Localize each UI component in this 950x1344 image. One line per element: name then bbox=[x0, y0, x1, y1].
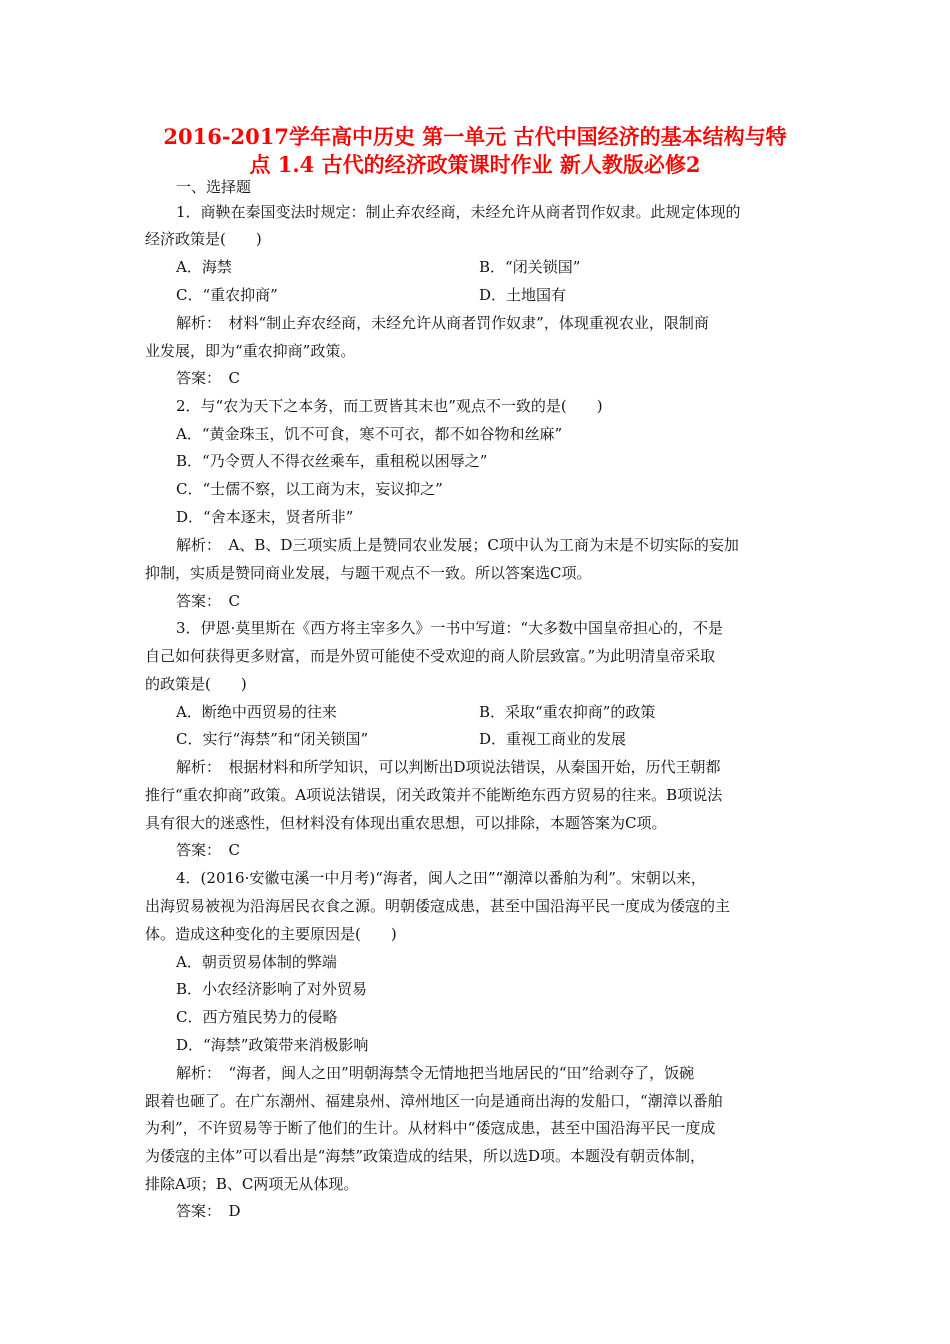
question-1-stem-line-1: 1．商鞅在秦国变法时规定：制止弃农经商，未经允许从商者罚作奴隶。此规定体现的 bbox=[176, 203, 741, 221]
question-4-analysis-line-3: 为利”，不许贸易等于断了他们的生计。从材料中“倭寇成患，甚至中国沿海平民一度成 bbox=[145, 1119, 716, 1137]
question-3-analysis-line-1: 解析： 根据材料和所学知识，可以判断出D项说法错误，从秦国开始，历代王朝都 bbox=[176, 758, 721, 776]
document-title bbox=[140, 123, 810, 179]
question-4-option-d: D．“海禁”政策带来消极影响 bbox=[176, 1036, 369, 1054]
question-4-option-c: C．西方殖民势力的侵略 bbox=[176, 1008, 338, 1026]
question-2-option-b: B．“乃令贾人不得衣丝乘车，重租税以困辱之” bbox=[176, 452, 488, 470]
question-2-option-d: D．“舍本逐末，贤者所非” bbox=[176, 508, 354, 526]
title-line-1: 2016-2017学年高中历史 第一单元 古代中国经济的基本结构与特 bbox=[163, 124, 787, 149]
question-3-stem-line-3: 的政策是( ) bbox=[145, 675, 247, 693]
question-1-option-d: D．土地国有 bbox=[479, 286, 567, 304]
question-2-option-a: A．“黄金珠玉，饥不可食，寒不可衣，都不如谷物和丝麻” bbox=[176, 425, 563, 443]
question-4-option-a: A．朝贡贸易体制的弊端 bbox=[176, 953, 337, 971]
question-1-option-b: B．“闭关锁国” bbox=[479, 258, 581, 276]
question-4-analysis-line-5: 排除A项；B、C两项无从体现。 bbox=[145, 1175, 359, 1193]
question-4-analysis-line-1: 解析： “海者，闽人之田”明朝海禁令无情地把当地居民的“田”给剥夺了，饭碗 bbox=[176, 1064, 695, 1082]
question-4-analysis-line-4: 为倭寇的主体”可以看出是“海禁”政策造成的结果，所以选D项。本题没有朝贡体制， bbox=[145, 1147, 706, 1165]
question-3-option-b: B．采取“重农抑商”的政策 bbox=[479, 703, 656, 721]
question-1-stem-line-2: 经济政策是( ) bbox=[145, 230, 262, 248]
title-line-2: 点 1.4 古代的经济政策课时作业 新人教版必修2 bbox=[249, 152, 701, 177]
question-4-analysis-line-2: 跟着也砸了。在广东潮州、福建泉州、漳州地区一向是通商出海的发船口，“潮漳以番舶 bbox=[145, 1092, 723, 1110]
question-4-answer: 答案： D bbox=[176, 1202, 241, 1220]
question-4-stem-line-2: 出海贸易被视为沿海居民衣食之源。明朝倭寇成患，甚至中国沿海平民一度成为倭寇的主 bbox=[145, 897, 731, 915]
question-3-answer: 答案： C bbox=[176, 841, 240, 859]
question-2-option-c: C．“士儒不察，以工商为末，妄议抑之” bbox=[176, 480, 443, 498]
question-2-answer: 答案： C bbox=[176, 592, 240, 610]
question-1-analysis-line-1: 解析： 材料“制止弃农经商，未经允许从商者罚作奴隶”，体现重视农业，限制商 bbox=[176, 314, 709, 332]
question-3-analysis-line-3: 具有很大的迷惑性，但材料没有体现出重农思想，可以排除，本题答案为C项。 bbox=[145, 814, 667, 832]
question-4-stem-line-3: 体。造成这种变化的主要原因是( ) bbox=[145, 925, 397, 943]
question-1-option-c: C．“重农抑商” bbox=[176, 286, 278, 304]
question-2-analysis-line-1: 解析： A、B、D三项实质上是赞同农业发展；C项中认为工商为末是不切实际的妄加 bbox=[176, 536, 739, 554]
question-4-stem-line-1: 4．(2016·安徽屯溪一中月考)“海者，闽人之田”“潮漳以番舶为利”。宋朝以来， bbox=[176, 869, 706, 887]
question-4-option-b: B．小农经济影响了对外贸易 bbox=[176, 980, 368, 998]
question-3-analysis-line-2: 推行“重农抑商”政策。A项说法错误，闭关政策并不能断绝东西方贸易的往来。B项说法 bbox=[145, 786, 723, 804]
question-1-option-a: A．海禁 bbox=[176, 258, 232, 276]
question-3-stem-line-2: 自己如何获得更多财富，而是外贸可能使不受欢迎的商人阶层致富。”为此明清皇帝采取 bbox=[145, 647, 716, 665]
question-3-option-d: D．重视工商业的发展 bbox=[479, 730, 627, 748]
question-2-stem-line-1: 2．与“农为天下之本务，而工贾皆其末也”观点不一致的是( ) bbox=[176, 397, 603, 415]
question-1-analysis-line-2: 业发展，即为“重农抑商”政策。 bbox=[145, 342, 356, 360]
section-heading: 一、选择题 bbox=[176, 178, 252, 196]
question-3-option-a: A．断绝中西贸易的往来 bbox=[176, 703, 337, 721]
question-3-stem-line-1: 3．伊恩·莫里斯在《西方将主宰多久》一书中写道：“大多数中国皇帝担心的，不是 bbox=[176, 619, 723, 637]
question-1-answer: 答案： C bbox=[176, 369, 240, 387]
question-3-option-c: C．实行“海禁”和“闭关锁国” bbox=[176, 730, 369, 748]
question-2-analysis-line-2: 抑制，实质是赞同商业发展，与题干观点不一致。所以答案选C项。 bbox=[145, 564, 592, 582]
